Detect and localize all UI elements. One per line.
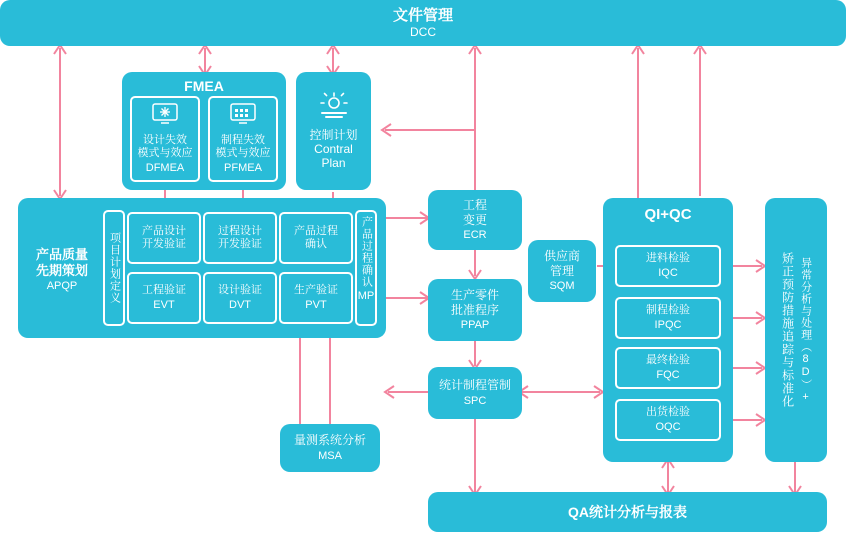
qiqc-oqc-line1: 出货检验 — [646, 406, 690, 419]
fmea-dfmea-line1: 设计失效 — [143, 134, 187, 147]
sqm-box[interactable] — [528, 240, 596, 302]
capa-suffix: 异常分析与处理（8D）+ — [799, 256, 812, 404]
qiqc-item-iqc[interactable] — [615, 245, 721, 287]
apqp-title — [22, 230, 102, 310]
fmea-pfmea-line1: 制程失效 — [221, 134, 265, 147]
fmea-dfmea-code: DFMEA — [145, 162, 185, 175]
apqp-r2c3-code: PVT — [305, 299, 327, 311]
fmea-dfmea[interactable] — [130, 96, 200, 182]
control-plan-box[interactable] — [296, 72, 371, 190]
qiqc-iqc-code: IQC — [658, 267, 678, 279]
apqp-r1c2-line1: 过程设计 — [218, 225, 262, 238]
msa-code: MSA — [318, 449, 342, 462]
apqp-title-line2: 先期策划 — [35, 262, 88, 278]
qiqc-title: QI+QC — [644, 206, 692, 223]
control-plan-line1: 控制计划 — [309, 127, 358, 142]
ppap-code: PPAP — [460, 318, 490, 331]
footer-title: QA统计分析与报表 — [568, 503, 687, 520]
sqm-line1: 供应商 — [543, 249, 580, 264]
apqp-code: APQP — [46, 279, 78, 292]
apqp-r2c1-line1: 工程验证 — [142, 284, 186, 297]
fmea-pfmea[interactable] — [208, 96, 278, 182]
sqm-code: SQM — [549, 279, 575, 292]
spc-line1: 统计制程管制 — [438, 378, 511, 393]
fmea-pfmea-line2: 模式与效应 — [215, 147, 271, 160]
apqp-cell-r1c1[interactable] — [127, 212, 201, 264]
ppap-line1: 生产零件 — [450, 288, 499, 303]
msa-box[interactable] — [280, 424, 380, 472]
qiqc-fqc-line1: 最终检验 — [646, 354, 690, 367]
header-dcc — [0, 0, 846, 46]
control-plan-line3: Plan — [321, 156, 346, 171]
ecr-box[interactable] — [428, 190, 522, 250]
ecr-code: ECR — [463, 228, 487, 241]
apqp-right-code: MP — [357, 290, 375, 302]
apqp-r1c3-line1: 产品过程 — [294, 225, 338, 238]
fmea-title: FMEA — [184, 78, 224, 94]
ppap-line2: 批准程序 — [450, 302, 499, 317]
apqp-r1c2-line2: 开发验证 — [218, 238, 262, 250]
apqp-right-label — [355, 210, 377, 326]
qiqc-item-fqc[interactable] — [615, 347, 721, 389]
fmea-pfmea-code: PFMEA — [224, 162, 262, 175]
snowflake-icon — [152, 103, 178, 131]
qiqc-ipqc-line1: 制程检验 — [646, 304, 690, 317]
qiqc-oqc-code: OQC — [655, 421, 681, 433]
ppap-box[interactable] — [428, 279, 522, 341]
capa-text: 矫正预防措施追踪与标准化 — [780, 252, 795, 408]
apqp-cell-r1c2[interactable] — [203, 212, 277, 264]
header-title-cn: 文件管理 — [392, 7, 453, 25]
capa-box[interactable] — [765, 198, 827, 462]
qiqc-fqc-code: FQC — [656, 369, 680, 381]
apqp-r1c1-line2: 开发验证 — [142, 238, 186, 250]
gear-grid-icon — [230, 103, 256, 131]
fmea-dfmea-line2: 模式与效应 — [137, 147, 193, 160]
ecr-line2: 变更 — [462, 212, 487, 227]
spc-box[interactable] — [428, 367, 522, 419]
apqp-r2c3-line1: 生产验证 — [294, 284, 338, 297]
apqp-r2c2-code: DVT — [229, 299, 251, 311]
msa-line1: 量测系统分析 — [293, 433, 366, 448]
apqp-r1c3-line2: 确认 — [305, 238, 327, 250]
spc-code: SPC — [463, 394, 487, 407]
apqp-r2c1-code: EVT — [153, 299, 175, 311]
apqp-cell-r2c1[interactable] — [127, 272, 201, 324]
header-title-en: DCC — [410, 24, 436, 39]
qiqc-iqc-line1: 进料检验 — [646, 252, 690, 265]
apqp-cell-r2c3[interactable] — [279, 272, 353, 324]
qiqc-ipqc-code: IPQC — [654, 319, 682, 331]
footer-qa-report — [428, 492, 827, 532]
apqp-r2c2-line1: 设计验证 — [218, 284, 262, 297]
apqp-phase-label-text: 项目计划定义 — [108, 232, 121, 304]
apqp-title-line1: 产品质量 — [35, 247, 88, 263]
ecr-line1: 工程 — [462, 198, 487, 213]
apqp-right-label-text: 产品过程确认 — [360, 216, 373, 288]
qiqc-item-ipqc[interactable] — [615, 297, 721, 339]
control-plan-line2: Contral — [314, 141, 353, 156]
apqp-phase-label — [103, 210, 125, 326]
apqp-r1c1-line1: 产品设计 — [142, 225, 186, 238]
apqp-cell-r1c3[interactable] — [279, 212, 353, 264]
sun-cloud-icon — [317, 92, 351, 124]
apqp-cell-r2c2[interactable] — [203, 272, 277, 324]
qiqc-item-oqc[interactable] — [615, 399, 721, 441]
sqm-line2: 管理 — [549, 263, 574, 278]
